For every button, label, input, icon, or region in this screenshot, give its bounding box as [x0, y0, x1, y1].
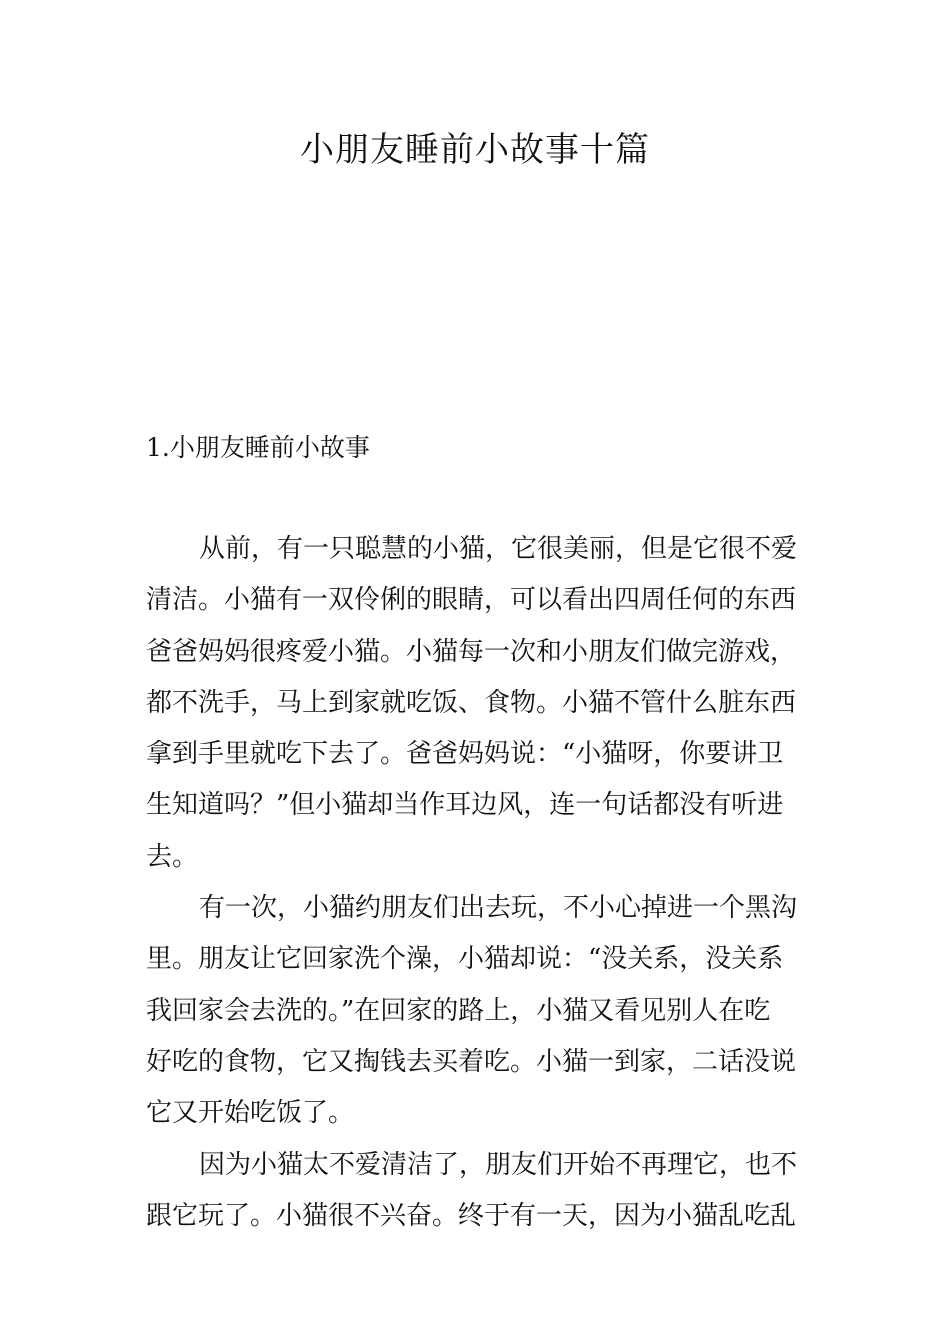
text-line: 它又开始吃饭了。 [146, 1098, 355, 1129]
text-line: 都不洗手，马上到家就吃饭、食物。小猫不管什么脏东西 [146, 687, 797, 718]
text-line: 去。 [146, 841, 199, 872]
text-line: 我回家会去洗的。”在回家的路上，小猫又看见别人在吃 [146, 995, 771, 1026]
text-line: 拿到手里就吃下去了。爸爸妈妈说：“小猫呀，你要讲卫 [146, 739, 784, 770]
text-line: 里。朋友让它回家洗个澡，小猫却说：“没关系，没关系 [146, 944, 784, 975]
story-paragraph-1 [146, 524, 806, 883]
document-title: 小朋友睡前小故事十篇 [300, 130, 650, 170]
story-paragraph-3 [146, 1140, 806, 1243]
text-line: 生知道吗？”但小猫却当作耳边风，连一句话都没有听进 [146, 790, 784, 821]
story-body [146, 524, 806, 1242]
text-line: 好吃的食物，它又掏钱去买着吃。小猫一到家，二话没说 [146, 1046, 797, 1077]
story-paragraph-2 [146, 883, 806, 1139]
text-line: 清洁。小猫有一双伶俐的眼睛，可以看出四周任何的东西 [146, 585, 797, 616]
text-line: 因为小猫太不爱清洁了，朋友们开始不再理它，也不 [199, 1149, 798, 1180]
text-line: 爸爸妈妈很疼爱小猫。小猫每一次和小朋友们做完游戏， [146, 636, 797, 667]
text-line: 从前，有一只聪慧的小猫，它很美丽，但是它很不爱 [199, 534, 798, 564]
section-heading: 1.小朋友睡前小故事 [146, 433, 370, 462]
text-line: 跟它玩了。小猫很不兴奋。终于有一天，因为小猫乱吃乱 [146, 1200, 797, 1231]
text-line: 有一次，小猫约朋友们出去玩，不小心掉进一个黑沟 [199, 893, 798, 924]
